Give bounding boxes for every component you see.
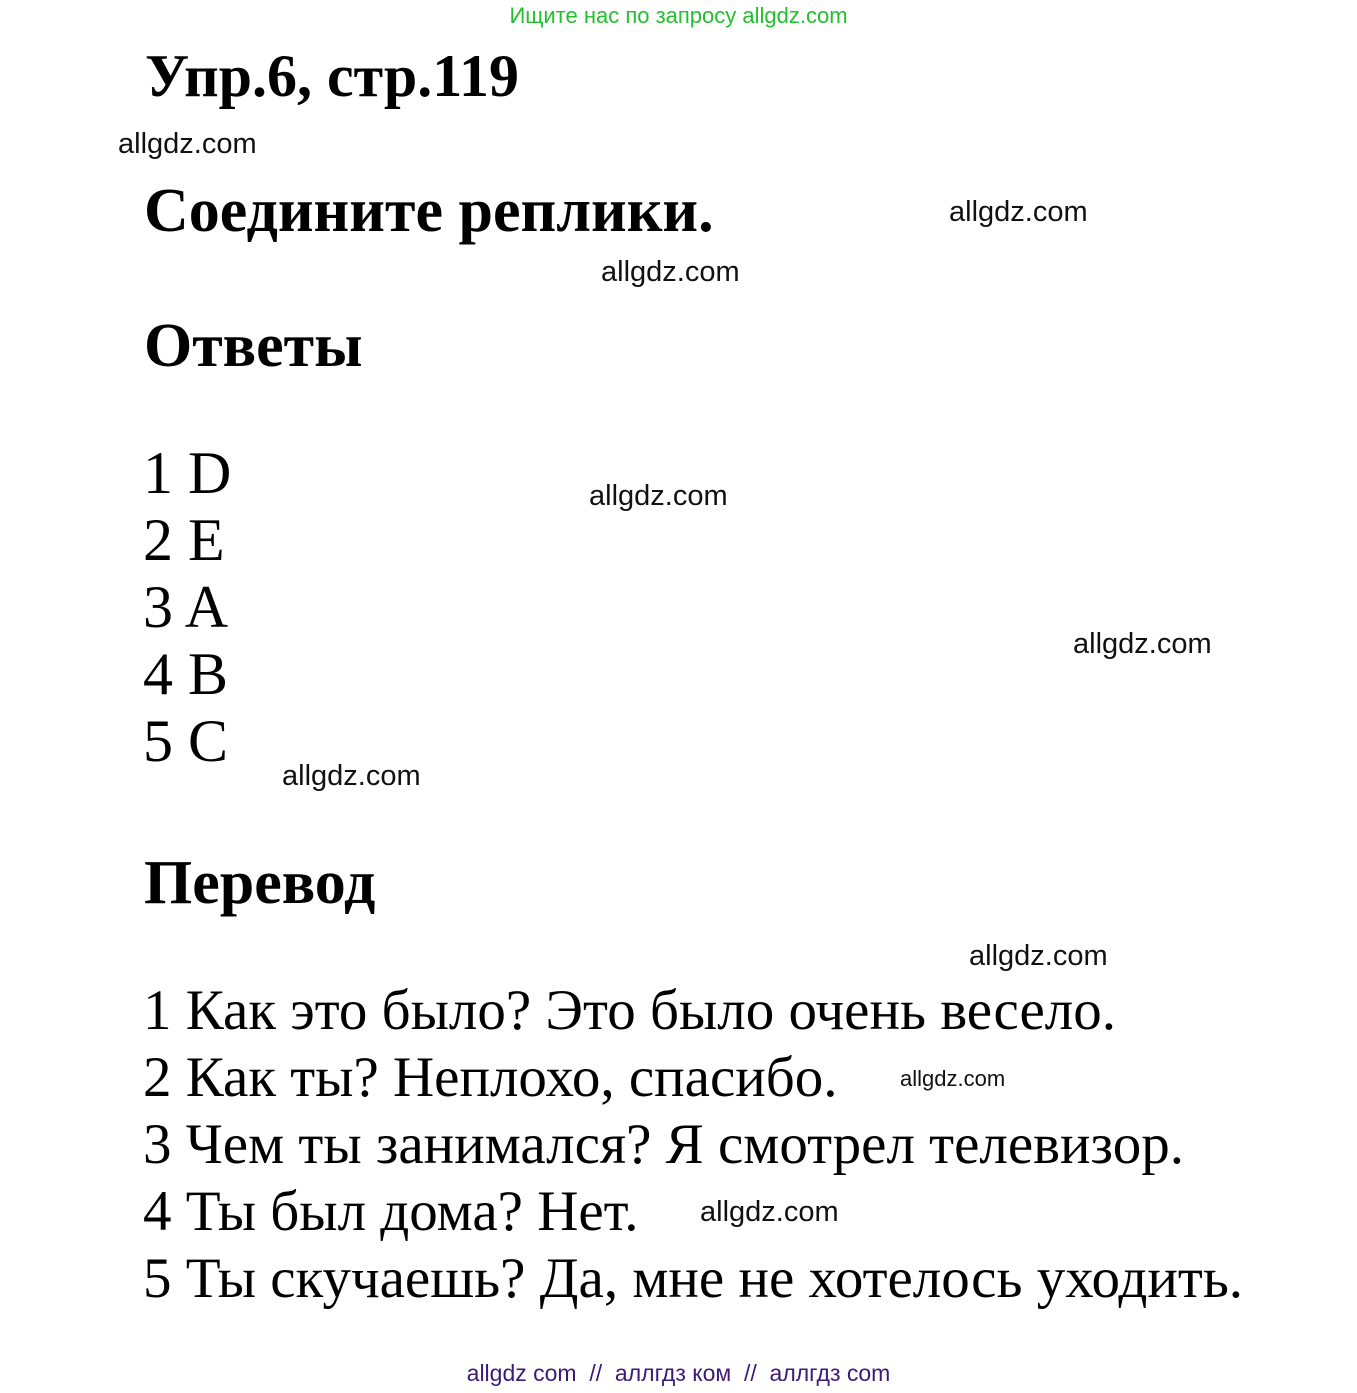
answer-item: 3 A [143,574,229,640]
top-banner[interactable]: Ищите нас по запросу allgdz.com [509,3,848,28]
task-heading: Соедините реплики. [144,177,714,245]
translation-item: 4 Ты был дома? Нет. [143,1180,639,1243]
answer-item: 5 C [143,708,229,774]
answer-item: 4 B [143,641,229,707]
bottom-banner[interactable]: allgdz com // аллгдз ком // аллгдз com [466,1360,891,1386]
watermark: allgdz.com [900,1066,1006,1091]
watermark: allgdz.com [949,196,1088,228]
translation-heading: Перевод [144,849,376,917]
watermark: allgdz.com [1073,628,1212,660]
watermark: allgdz.com [969,940,1108,972]
watermark: allgdz.com [118,128,257,160]
translation-list [143,977,1243,1312]
page-title: Упр.6, стр.119 [145,43,519,109]
watermark: allgdz.com [601,256,740,288]
watermark: allgdz.com [589,480,728,512]
translation-item: 3 Чем ты занимался? Я смотрел телевизор. [143,1113,1184,1176]
translation-item: 5 Ты скучаешь? Да, мне не хотелось уходить. [143,1247,1244,1310]
answer-item: 2 E [143,507,225,573]
answers-list [143,440,231,775]
translation-item: 1 Как это было? Это было очень весело. [143,979,1116,1042]
answers-heading: Ответы [144,312,363,380]
watermark: allgdz.com [282,760,421,792]
watermark: allgdz.com [700,1196,839,1228]
answer-item: 1 D [143,440,232,506]
translation-item: 2 Как ты? Неплохо, спасибо. [143,1046,838,1109]
